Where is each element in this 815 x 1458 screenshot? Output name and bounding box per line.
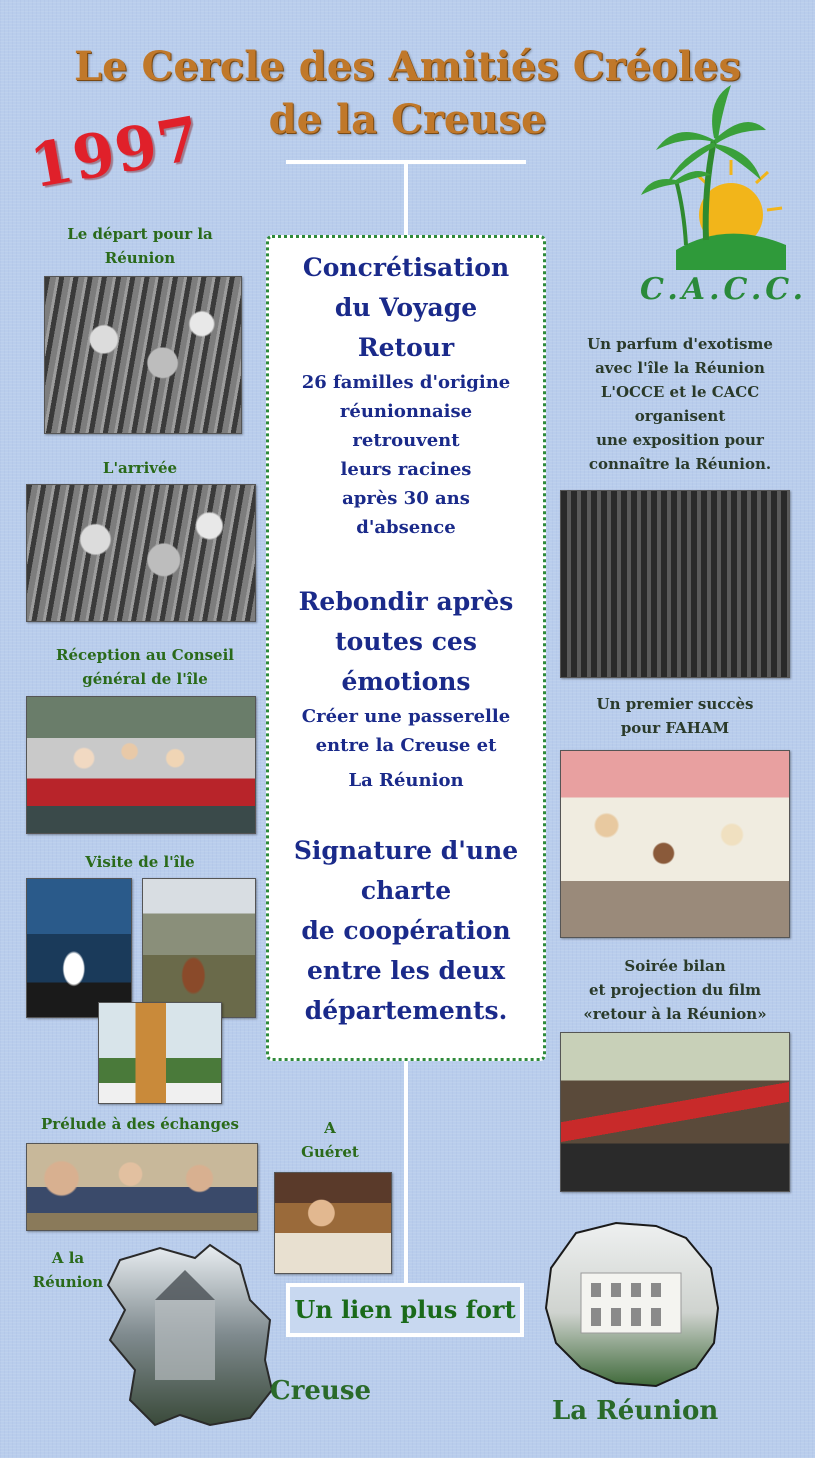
reunion-map-photo	[536, 1218, 726, 1390]
soiree-text-1: Soirée bilan	[624, 957, 726, 975]
visite-caption: Visite de l'île	[85, 853, 195, 871]
reunion-caption-2: Réunion	[32, 1273, 104, 1291]
signature-heading-2: charte	[360, 876, 452, 905]
faham-photo	[560, 750, 790, 938]
reunion-caption-1: A la	[51, 1249, 85, 1267]
creuse-label: Creuse	[270, 1376, 372, 1406]
signature-heading-4: entre les deux	[306, 956, 506, 985]
soiree-text-2: et projection du film	[588, 981, 762, 999]
passerelle-text-1: Créer une passerelle	[301, 706, 511, 727]
parfum-text-5: une exposition pour	[596, 431, 764, 449]
reception-caption-2: général de l'île	[82, 670, 208, 688]
signature-heading-3: de coopération	[301, 916, 511, 945]
visite-photo-volcano	[142, 878, 256, 1018]
gueret-photo	[274, 1172, 392, 1274]
passerelle-text-3: La Réunion	[348, 770, 464, 791]
palm-tree-sun-icon	[636, 80, 786, 270]
soiree-photo	[560, 1032, 790, 1192]
familles-text-6: d'absence	[356, 517, 456, 538]
signature-heading-5: départements.	[304, 996, 508, 1025]
rebondir-heading-1: Rebondir après	[298, 587, 514, 616]
gueret-caption-1: A	[324, 1119, 336, 1137]
year-label: 1997	[25, 103, 206, 203]
familles-text-3: retrouvent	[352, 430, 460, 451]
reception-photo	[26, 696, 256, 834]
succes-text-1: Un premier succès	[596, 695, 754, 713]
concretisation-heading-3: Retour	[357, 333, 455, 362]
parfum-text-3: L'OCCE et le CACC	[600, 383, 760, 401]
timeline-line-top	[404, 162, 408, 236]
expo-photo	[560, 490, 790, 678]
concretisation-heading-2: du Voyage	[334, 293, 478, 322]
parfum-text-4: organisent	[634, 407, 726, 425]
succes-text-2: pour FAHAM	[620, 719, 730, 737]
parfum-text-1: Un parfum d'exotisme	[587, 335, 773, 353]
center-panel	[266, 235, 546, 1061]
familles-text-5: après 30 ans	[342, 488, 470, 509]
depart-caption: Le départ pour la Réunion	[67, 225, 213, 267]
rebondir-heading-2: toutes ces	[335, 627, 477, 656]
familles-text-4: leurs racines	[340, 459, 472, 480]
prelude-caption: Prélude à des échanges	[41, 1115, 239, 1133]
soiree-text-3: «retour à la Réunion»	[583, 1005, 767, 1023]
familles-text-1: 26 familles d'origine	[301, 372, 511, 393]
logo-text: C.A.C.C.	[640, 272, 808, 307]
gueret-caption-2: Guéret	[301, 1143, 359, 1161]
familles-text-2: réunionnaise	[339, 401, 473, 422]
rebondir-heading-3: émotions	[341, 667, 471, 696]
page-title-line2: de la Creuse	[268, 96, 547, 143]
lien-banner: Un lien plus fort	[286, 1283, 524, 1337]
parfum-text-6: connaître la Réunion.	[588, 455, 772, 473]
visite-photo-sea	[26, 878, 132, 1018]
la-reunion-label: La Réunion	[552, 1396, 719, 1426]
reception-caption-1: Réception au Conseil	[55, 646, 234, 664]
arrivee-photo	[26, 484, 256, 622]
passerelle-text-2: entre la Creuse et	[315, 735, 497, 756]
signature-heading-1: Signature d'une	[293, 836, 519, 865]
depart-photo	[44, 276, 242, 434]
parfum-text-2: avec l'île la Réunion	[595, 359, 765, 377]
creuse-map-photo	[100, 1240, 280, 1430]
prelude-photo	[26, 1143, 258, 1231]
timeline-line-bottom	[404, 1060, 408, 1286]
arrivee-caption: L'arrivée	[102, 459, 178, 477]
visite-photo-temple	[98, 1002, 222, 1104]
page-title-line1: Le Cercle des Amitiés Créoles	[74, 43, 741, 90]
cacc-logo	[636, 80, 786, 270]
concretisation-heading-1: Concrétisation	[302, 253, 510, 282]
